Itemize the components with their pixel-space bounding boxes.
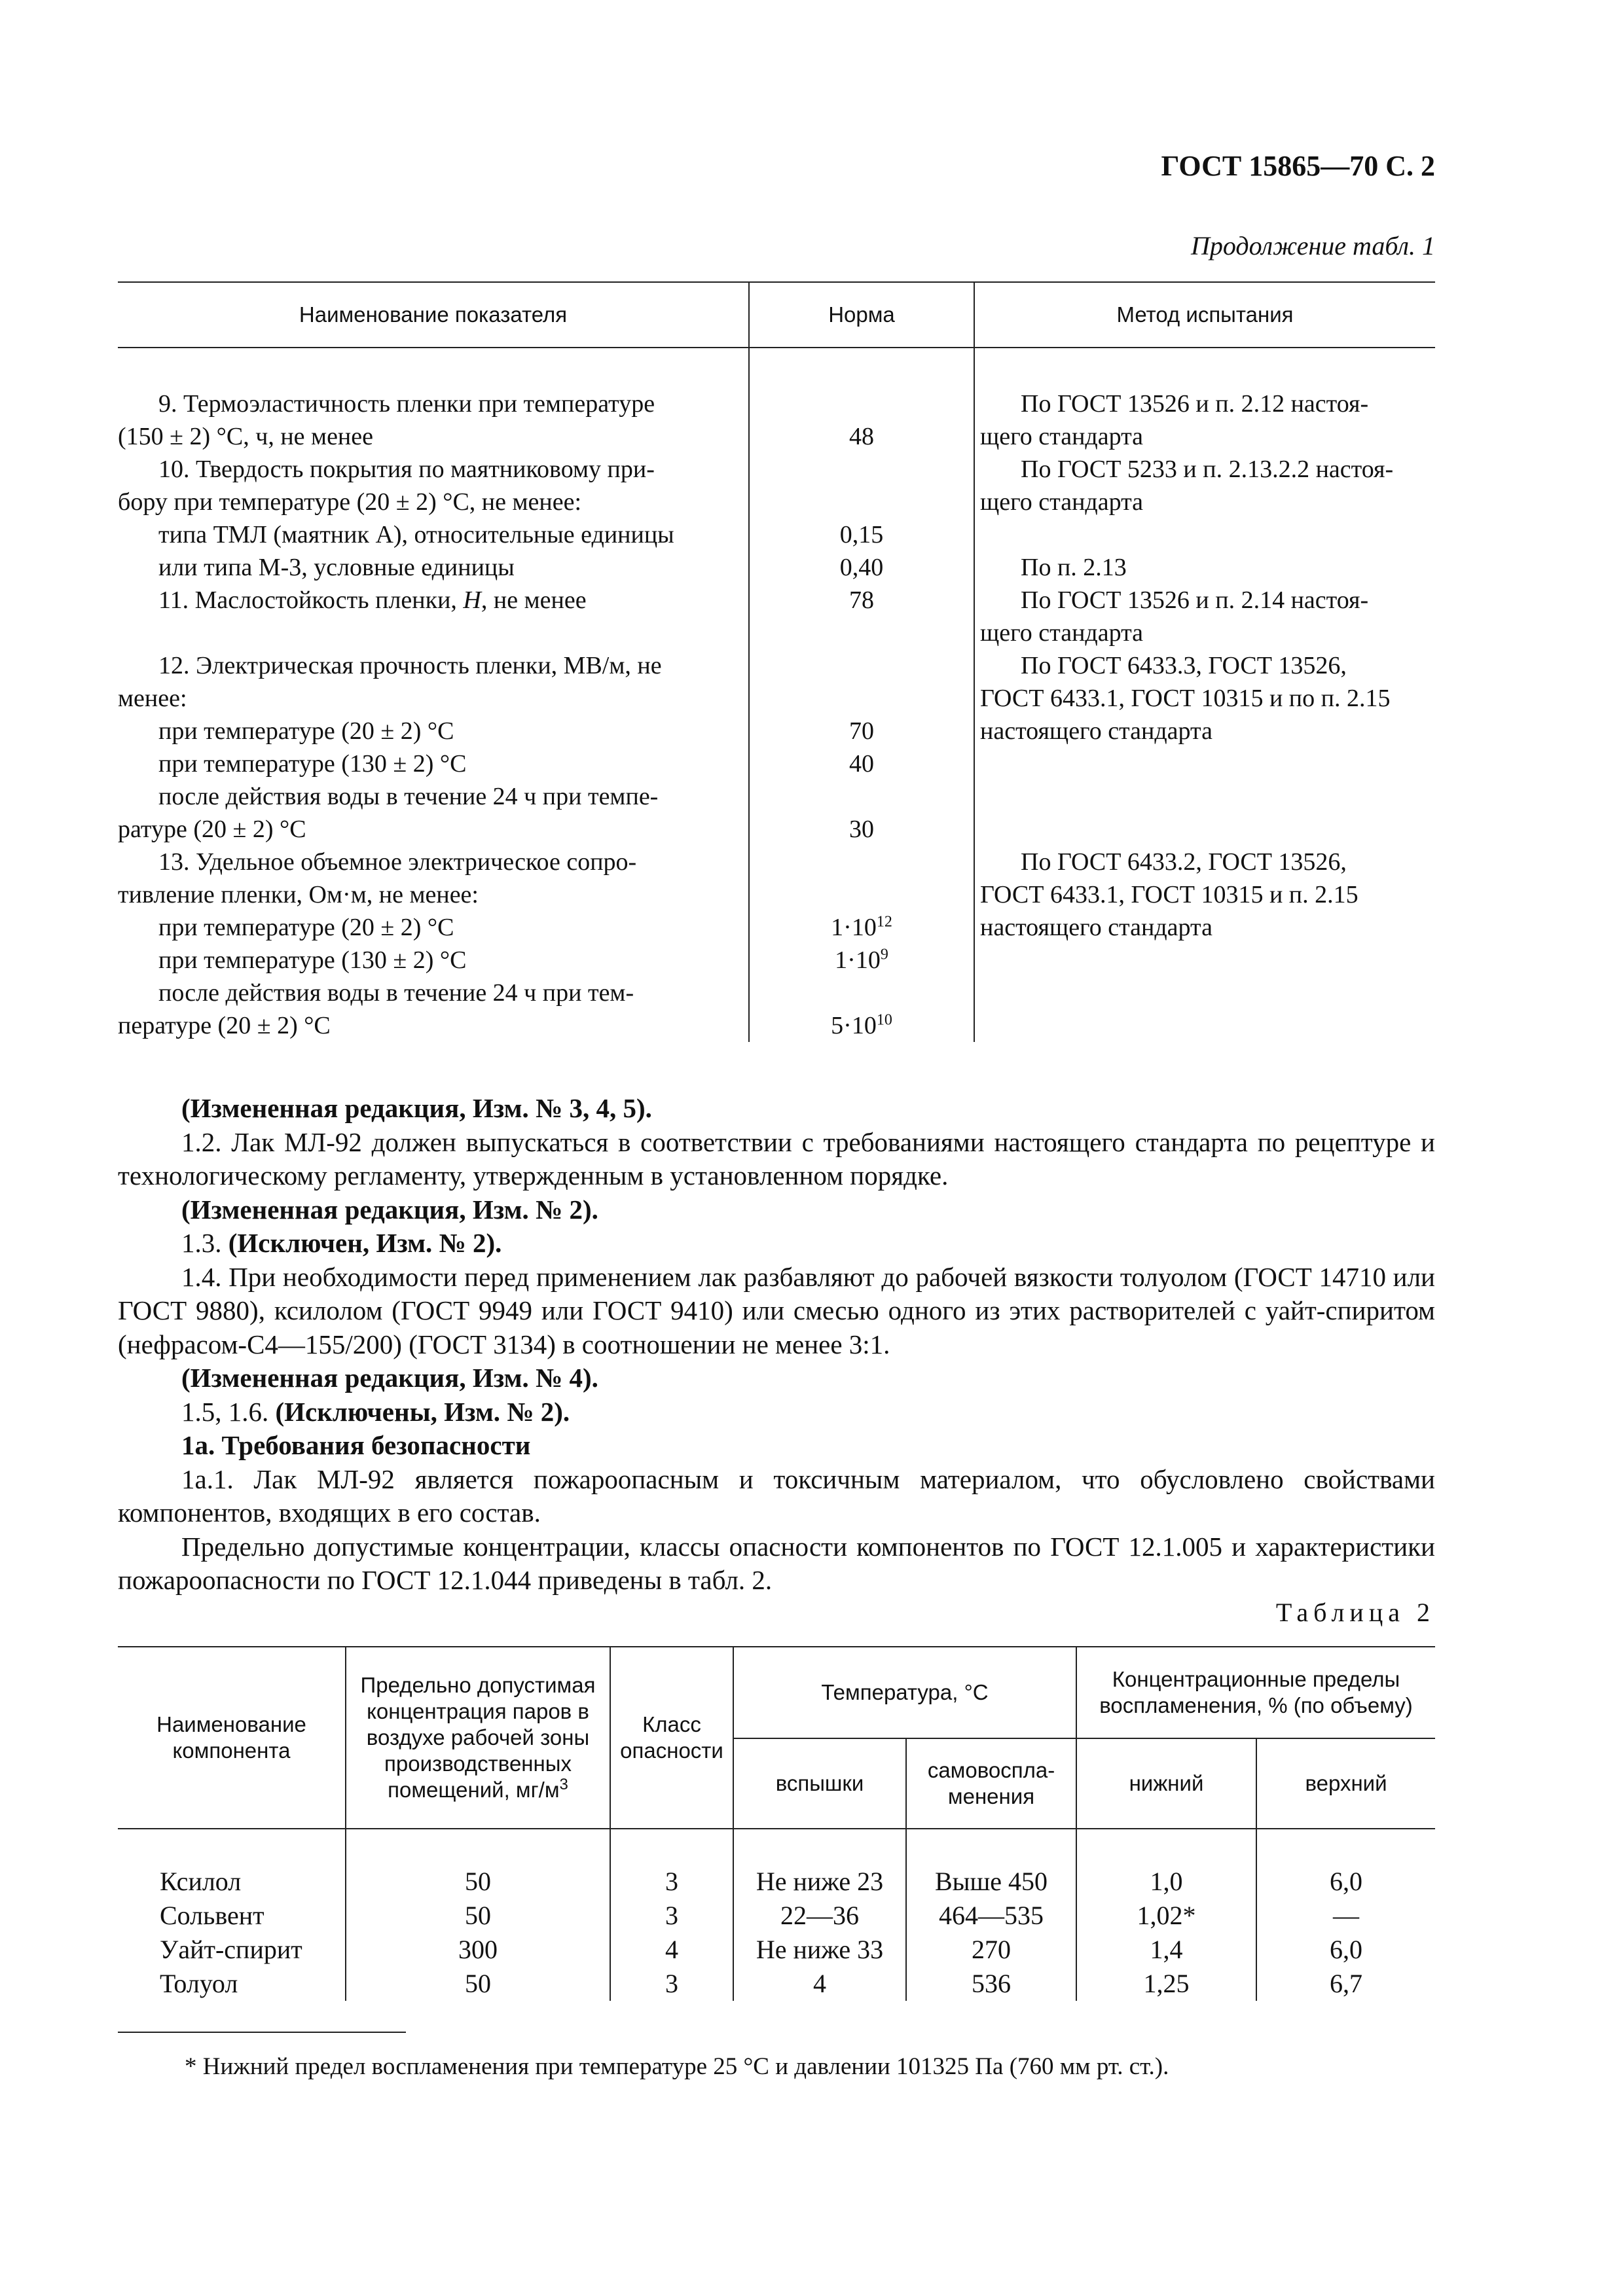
value-cell: 6,0 xyxy=(1256,1933,1435,1967)
value-cell: 300 xyxy=(346,1933,610,1967)
value-cell: 50 xyxy=(346,1967,610,2001)
value-cell: 464—535 xyxy=(906,1899,1076,1933)
table-row xyxy=(118,584,1435,649)
value-cell: 3 xyxy=(610,1899,733,1933)
value-cell: 1,25 xyxy=(1076,1967,1256,2001)
value-cell: 4 xyxy=(733,1967,906,2001)
col-header-method: Метод испытания xyxy=(974,282,1435,348)
method-cell: По ГОСТ 5233 и п. 2.13.2.2 настоя- щего стандарта По п. 2.13 xyxy=(974,453,1435,584)
col-header-self-ignition: самовоспла-менения xyxy=(906,1738,1076,1829)
method-cell: По ГОСТ 13526 и п. 2.12 настоя- щего стандарта xyxy=(974,387,1435,453)
component-name-cell: Толуол xyxy=(160,1969,238,1998)
component-name-cell: Ксилол xyxy=(160,1867,242,1896)
norm-cell: 70 40 30 xyxy=(749,649,974,846)
method-cell: По ГОСТ 6433.3, ГОСТ 13526, ГОСТ 6433.1, ГОСТ 10315 и по п. 2.15 настоящего стандарта xyxy=(974,649,1435,846)
indicator-cell: 11. Маслостойкость пленки, Н, не менее xyxy=(158,586,587,614)
paragraph: 1.4. При необходимости перед применением лак разбавляют до рабочей вязкости толуолом (ГОСТ 14710 или ГОСТ 9880), ксилолом (ГОСТ 9949 или ГОСТ 9410) или смесью одного из этих растворителей с уайт-спиритом (нефрасом-С4—155/200) (ГОСТ 3134) в соотношении не менее 3:1. xyxy=(118,1261,1435,1359)
table-row xyxy=(118,1933,1435,1967)
col-header-flash: вспышки xyxy=(733,1738,906,1829)
value-cell: 6,7 xyxy=(1256,1967,1435,2001)
norm-cell: $1\cdot 10^{12}$ $1\cdot 10^9$ $5\cdot 10^{10}$ xyxy=(749,846,974,1042)
table-1-header-row xyxy=(118,282,1435,348)
table-row xyxy=(118,846,1435,1042)
value-cell: 3 xyxy=(610,1967,733,2001)
table-row xyxy=(118,387,1435,453)
norm-cell: 48 xyxy=(749,387,974,453)
component-name-cell: Уайт-спирит xyxy=(160,1935,302,1964)
col-header-upper: верхний xyxy=(1256,1738,1435,1829)
col-header-pdk: Предельно допустимая концентрация паров в воздухе рабочей зоны производственных помещений, $мг/м^3$ xyxy=(346,1647,610,1829)
page-header: ГОСТ 15865—70 С. 2 xyxy=(1161,150,1435,182)
value-cell: — xyxy=(1256,1899,1435,1933)
col-header-norm: Норма xyxy=(749,282,974,348)
component-name-cell: Сольвент xyxy=(160,1901,264,1930)
footnote: * Нижний предел воспламенения при температуре 25 °С и давлении 101325 Па (760 мм рт. ст.). xyxy=(185,2053,1169,2080)
value-cell: 1,4 xyxy=(1076,1933,1256,1967)
table-2 xyxy=(118,1646,1435,2001)
norm-cell: 0,15 0,40 xyxy=(749,453,974,584)
value-cell: 1,02* xyxy=(1076,1899,1256,1933)
table-row xyxy=(118,1865,1435,1899)
value-cell: 3 xyxy=(610,1865,733,1899)
method-cell: По ГОСТ 13526 и п. 2.14 настоя- щего стандарта xyxy=(974,584,1435,649)
table-row xyxy=(118,649,1435,846)
col-header-component: Наименование компонента xyxy=(118,1647,346,1829)
value-cell: Не ниже 33 xyxy=(733,1933,906,1967)
value-cell: 50 xyxy=(346,1865,610,1899)
table-continuation-label: Продолжение табл. 1 xyxy=(1190,231,1435,260)
paragraph: (Измененная редакция, Изм. № 3, 4, 5). xyxy=(181,1093,652,1123)
value-cell: Не ниже 23 xyxy=(733,1865,906,1899)
table-row xyxy=(118,1967,1435,2001)
value-cell: 6,0 xyxy=(1256,1865,1435,1899)
value-cell: 270 xyxy=(906,1933,1076,1967)
value-cell: 536 xyxy=(906,1967,1076,2001)
value-cell: 1,0 xyxy=(1076,1865,1256,1899)
indicator-cell: 9. Термоэластичность пленки при температуре (150 ± 2) °С, ч, не менее xyxy=(118,390,655,450)
value-cell: Выше 450 xyxy=(906,1865,1076,1899)
value-cell: 4 xyxy=(610,1933,733,1967)
indicator-cell: 13. Удельное объемное электрическое сопро- тивление пленки, Ом·м, не менее: при температуре (20 ± 2) °С при температуре (130 ± 2) °С после действия воды в течение 24 ч при тем- пературе (20 ± 2) °С xyxy=(118,848,637,1039)
paragraph: 1.2. Лак МЛ-92 должен выпускаться в соответствии с требованиями настоящего стандарта по рецептуре и технологическому регламенту, утвержденным в установленном порядке. xyxy=(118,1126,1435,1191)
method-cell: По ГОСТ 6433.2, ГОСТ 13526, ГОСТ 6433.1, ГОСТ 10315 и п. 2.15 настоящего стандарта xyxy=(974,846,1435,1042)
table-1 xyxy=(118,281,1435,1042)
footnote-divider xyxy=(118,2032,406,2033)
col-header-temperature: Температура, °С xyxy=(733,1647,1076,1738)
col-header-limits: Концентрационные пределы воспламенения, % (по объему) xyxy=(1076,1647,1435,1738)
table-2-caption: Таблица 2 xyxy=(1275,1598,1435,1627)
col-header-class: Класс опасности xyxy=(610,1647,733,1829)
paragraph: Предельно допустимые концентрации, классы опасности компонентов по ГОСТ 12.1.005 и характеристики пожароопасности по ГОСТ 12.1.044 приведены в табл. 2. xyxy=(118,1531,1435,1595)
paragraph: (Измененная редакция, Изм. № 2). xyxy=(181,1194,598,1225)
col-header-indicator: Наименование показателя xyxy=(118,282,749,348)
body-text xyxy=(118,1092,1435,1598)
indicator-cell: 10. Твердость покрытия по маятниковому при- бору при температуре (20 ± 2) °С, не менее: типа ТМЛ (маятник А), относительные единицы или типа М-3, условные единицы xyxy=(118,456,674,581)
paragraph: 1.3. (Исключен, Изм. № 2). xyxy=(181,1228,502,1258)
col-header-lower: нижний xyxy=(1076,1738,1256,1829)
norm-cell: 78 xyxy=(749,584,974,649)
indicator-cell: 12. Электрическая прочность пленки, МВ/м, не менее: при температуре (20 ± 2) °С при температуре (130 ± 2) °С после действия воды в течение 24 ч при темпе- ратуре (20 ± 2) °С xyxy=(118,652,662,843)
paragraph: 1.5, 1.6. (Исключены, Изм. № 2). xyxy=(181,1396,570,1427)
section-heading: 1а. Требования безопасности xyxy=(181,1430,531,1460)
value-cell: 22—36 xyxy=(733,1899,906,1933)
paragraph: (Измененная редакция, Изм. № 4). xyxy=(181,1363,598,1393)
table-row xyxy=(118,1899,1435,1933)
value-cell: 50 xyxy=(346,1899,610,1933)
table-row xyxy=(118,453,1435,584)
paragraph: 1а.1. Лак МЛ-92 является пожароопасным и токсичным материалом, что обусловлено свойствами компонентов, входящих в его состав. xyxy=(118,1463,1435,1528)
